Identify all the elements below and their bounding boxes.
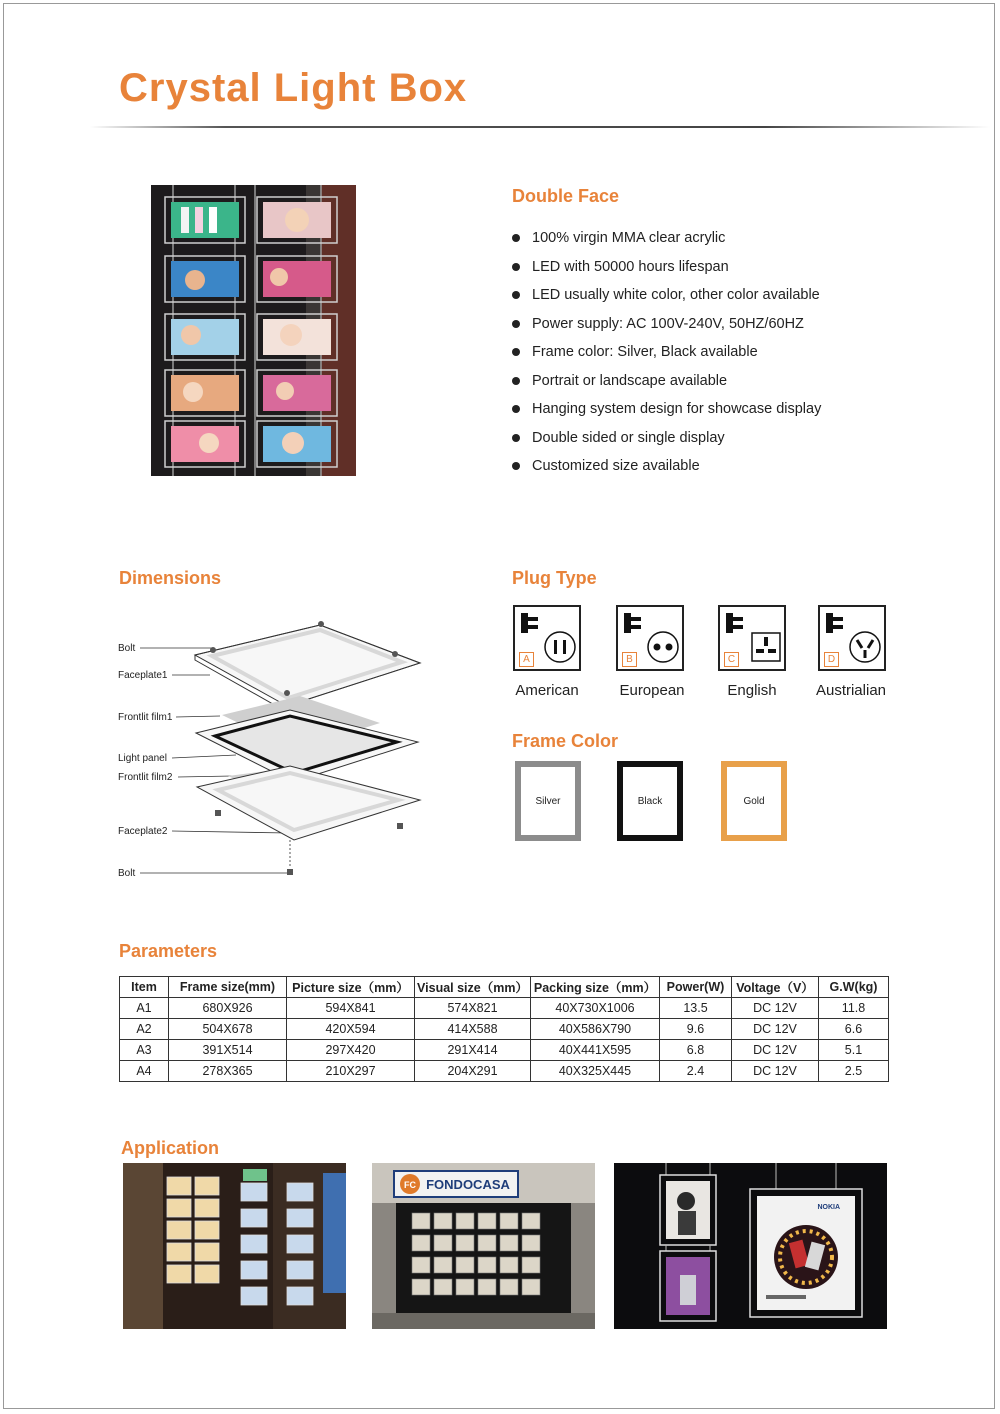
swatch-gold	[721, 761, 787, 841]
feature-item: LED usually white color, other color available	[512, 281, 821, 310]
swatch-black	[617, 761, 683, 841]
page-title: Crystal Light Box	[119, 66, 468, 110]
column-header: Item	[120, 977, 169, 998]
application-photo-2	[372, 1163, 595, 1329]
label-bolt-bottom: Bolt	[118, 868, 136, 879]
table-header-row	[120, 977, 889, 998]
column-header: Voltage（V）	[732, 977, 819, 998]
bullet-icon	[512, 434, 520, 442]
column-header: G.W(kg)	[819, 977, 889, 998]
feature-item: 100% virgin MMA clear acrylic	[512, 224, 821, 253]
label-bolt-top: Bolt	[118, 643, 136, 654]
exploded-diagram	[0, 0, 440, 900]
bullet-icon	[512, 291, 520, 299]
phone-brand-text: NOKIA	[817, 1204, 840, 1211]
dimensions-heading: Dimensions	[119, 568, 222, 588]
bullet-icon	[512, 234, 520, 242]
label-frontlit-film2: Frontlit film2	[118, 772, 173, 783]
swatch-label: Silver	[535, 795, 561, 807]
parameters-heading: Parameters	[119, 941, 218, 961]
feature-item: Hanging system design for showcase display	[512, 395, 821, 424]
plug-american-icon	[513, 605, 581, 671]
store-logo-text: FC	[404, 1180, 416, 1190]
feature-item: Power supply: AC 100V-240V, 50HZ/60HZ	[512, 310, 821, 339]
column-header: Frame size(mm)	[169, 977, 287, 998]
plug-letter: A	[519, 652, 534, 667]
plug-name-european: European	[619, 682, 685, 699]
bullet-icon	[512, 320, 520, 328]
double-face-heading: Double Face	[512, 186, 620, 206]
column-header: Visual size（mm）	[415, 977, 531, 998]
plug-european-icon	[616, 605, 684, 671]
plug-name-english: English	[727, 682, 777, 699]
application-photo-3	[614, 1163, 887, 1329]
plug-letter: B	[622, 652, 637, 667]
column-header: Picture size（mm）	[287, 977, 415, 998]
plug-english-icon	[718, 605, 786, 671]
bullet-icon	[512, 348, 520, 356]
plug-australian-icon	[818, 605, 886, 671]
swatch-silver	[515, 761, 581, 841]
plug-name-australian: Austrialian	[815, 682, 887, 699]
feature-item: Double sided or single display	[512, 424, 821, 453]
column-header: Packing size（mm）	[531, 977, 660, 998]
feature-item: Customized size available	[512, 452, 821, 481]
swatch-label: Black	[637, 795, 663, 807]
application-photo-1	[123, 1163, 346, 1329]
bullet-icon	[512, 405, 520, 413]
feature-list	[512, 224, 821, 481]
bullet-icon	[512, 263, 520, 271]
label-frontlit-film1: Frontlit film1	[118, 712, 173, 723]
table-row: A4 278X365 210X297 204X291 40X325X445 2.4 DC 12V 2.5	[120, 1061, 889, 1082]
table-row: A2 504X678 420X594 414X588 40X586X790 9.6 DC 12V 6.6	[120, 1019, 889, 1040]
swatch-label: Gold	[743, 795, 765, 807]
parameters-table	[119, 976, 889, 1082]
bullet-icon	[512, 462, 520, 470]
label-faceplate1: Faceplate1	[118, 670, 168, 681]
label-faceplate2: Faceplate2	[118, 826, 168, 837]
table-row: A1 680X926 594X841 574X821 40X730X1006 13.5 DC 12V 11.8	[120, 998, 889, 1019]
plug-name-american: American	[515, 682, 579, 699]
plug-letter: C	[724, 652, 739, 667]
bullet-icon	[512, 377, 520, 385]
column-header: Power(W)	[660, 977, 732, 998]
plug-type-heading: Plug Type	[512, 568, 597, 588]
feature-item: Frame color: Silver, Black available	[512, 338, 821, 367]
store-sign-text: FONDOCASA	[426, 1177, 510, 1192]
frame-color-heading: Frame Color	[512, 731, 619, 751]
plug-letter: D	[824, 652, 839, 667]
feature-item: Portrait or landscape available	[512, 367, 821, 396]
table-row: A3 391X514 297X420 291X414 40X441X595 6.8 DC 12V 5.1	[120, 1040, 889, 1061]
feature-item: LED with 50000 hours lifespan	[512, 253, 821, 282]
label-light-panel: Light panel	[118, 753, 167, 764]
application-heading: Application	[121, 1138, 219, 1158]
